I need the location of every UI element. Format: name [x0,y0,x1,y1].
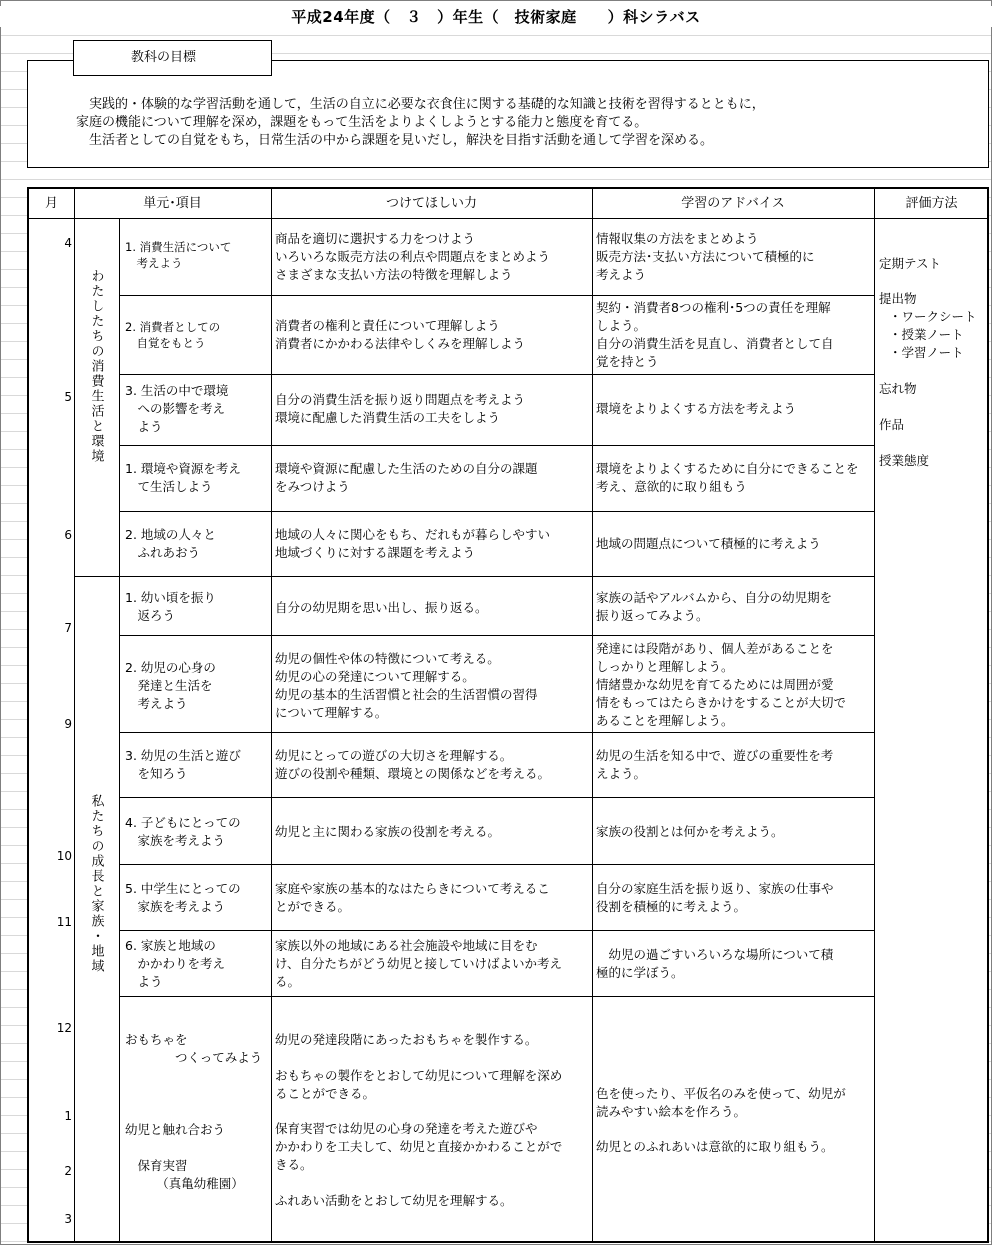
header-unit: 単元･項目 [143,196,202,211]
item-advice: 幼児の生活を知る中で、遊びの重要性を考 えよう。 [596,748,834,781]
row-divider [119,930,874,931]
month-label: 5 [64,390,72,404]
eval-attitude: 授業態度 [879,453,930,468]
item-skills: おもちゃの製作をとおして幼児について理解を深め ることができる。 [275,1068,563,1101]
col-divider [271,189,272,1241]
row-divider [119,295,874,296]
month-label: 4 [64,236,72,250]
item-title: 1. 幼い頃を振り 返ろう [125,590,216,623]
item-skills: 家庭や家族の基本的なはたらきについて考えるこ とができる。 [275,881,550,914]
row-divider [119,732,874,733]
item-skills: 幼児と主に関わる家族の役割を考える。 [275,824,501,839]
eval-test: 定期テスト [879,256,942,271]
unit-name-text: 私たちの成長と家族・地域 [88,794,104,974]
syllabus-table [27,187,989,1243]
item-advice: 家族の話やアルバムから、自分の幼児期を 振り返ってみよう。 [596,590,833,623]
item-skills: 商品を適切に選択する力をつけよう いろいろな販売方法の利点や問題点をまとめよう さまざまな支払い方法の特徴を理解しよう [275,231,551,282]
month-label: 10 [56,849,72,863]
page-title: 平成24年度（ ３ ）年生（ 技術家庭 ）科シラバス [0,6,992,27]
month-label: 2 [64,1164,72,1178]
item-advice: 契約・消費者8つの権利･5つの責任を理解 しよう。 自分の消費生活を見直し、消費者として自 覚を持とう [596,300,834,369]
item-title: 1. 環境や資源を考え て生活しよう [125,461,241,494]
item-title: 1. 消費生活について 考えよう [125,240,232,270]
item-title: 5. 中学生にとっての 家族を考えよう [125,881,241,914]
item-title: 2. 幼児の心身の 発達と生活を 考えよう [125,660,216,711]
goal-tab: 教科の目標 [73,40,272,76]
month-label: 3 [64,1212,72,1226]
item-skills: ふれあい活動をとおして幼児を理解する。 [275,1193,513,1208]
header-divider [29,218,989,219]
row-divider [119,996,874,997]
item-advice: 発達には段階があり、個人差があることを しっかりと理解しよう。 情緒豊かな幼児を育てるためには周囲が愛 情をもってはたらきかけをすることが大切で あることを理解しよう。 [596,641,847,728]
month-label: 1 [64,1109,72,1123]
row-divider [119,797,874,798]
eval-sub-item: ・授業ノート [889,327,964,342]
row-divider [119,374,874,375]
goal-text: 実践的・体験的な学習活動を通して，生活の自立に必要な衣食住に関する基礎的な知識と技術を習得するとともに， 家庭の機能について理解を深め，課題をもって生活をよりよくしようとする能力と態度を育てる。 生活者としての自覚をもち，日常生活の中から課題を見いだし，解決を目指す活動を通して学習を深める。 [76,96,976,150]
item-advice: 情報収集の方法をまとめよう 販売方法･支払い方法について積極的に 考えよう [596,231,815,282]
header-advice: 学習のアドバイス [681,196,785,211]
item-skills: 幼児の個性や体の特徴について考える。 幼児の心の発達について理解する。 幼児の基本的生活習慣と社会的生活習慣の習得 について理解する。 [275,651,538,720]
item-skills: 消費者の権利と責任について理解しよう 消費者にかかわる法律やしくみを理解しよう [275,318,526,351]
item-advice: 自分の家庭生活を振り返り、家族の仕事や 役割を積極的に考えよう。 [596,881,834,914]
eval-forgotten: 忘れ物 [879,381,917,396]
item-title: おもちゃを つくってみよう [125,1032,263,1065]
eval-sub-item: ・学習ノート [889,345,964,360]
item-skills: 幼児にとっての遊びの大切さを理解する。 遊びの役割や種類、環境との関係などを考える。 [275,748,551,781]
header-month: 月 [44,196,58,211]
item-skills: 環境や資源に配慮した生活のための自分の課題 をみつけよう [275,461,538,494]
item-advice: 環境をよりよくする方法を考えよう [596,401,797,416]
item-advice: 家族の役割とは何かを考えよう。 [596,824,784,839]
item-skills: 幼児の発達段階にあったおもちゃを製作する。 [275,1032,538,1047]
month-label: 6 [64,528,72,542]
col-divider [874,189,875,1241]
row-divider [119,511,874,512]
unit-divider [74,576,874,577]
eval-submissions: 提出物 [879,291,917,306]
item-skills: 自分の幼児期を思い出し、振り返る。 [275,600,488,615]
item-advice: 色を使ったり、平仮名のみを使って、幼児が 読みやすい絵本を作ろう。 [596,1086,846,1119]
eval-sub-item: ・ワークシート [889,309,977,324]
unit-name-1 [85,269,107,471]
item-title: 2. 消費者としての 自覚をもとう [125,320,221,350]
row-divider [119,635,874,636]
col-divider [119,218,120,1241]
item-title: 3. 幼児の生活と遊び を知ろう [125,748,241,781]
header-evaluation: 評価方法 [905,196,958,211]
row-divider [119,864,874,865]
unit-name-text: わたしたちの消費生活と環境 [88,269,104,464]
item-title: 幼児と触れ合おう [125,1122,226,1137]
item-advice: 幼児の過ごすいろいろな場所について積 極的に学ぼう。 [596,947,834,980]
eval-works: 作品 [879,417,905,432]
item-title: 保育実習 （真亀幼稚園） [137,1158,244,1191]
item-skills: 地域の人々に関心をもち、だれもが暮らしやすい 地域づくりに対する課題を考えよう [275,527,551,560]
item-skills: 保育実習では幼児の心身の発達を考えた遊びや かかわりを工夫して、幼児と直接かかわることがで きる。 [275,1121,563,1172]
item-advice: 地域の問題点について積極的に考えよう [596,536,821,551]
month-label: 7 [64,621,72,635]
unit-name-2 [85,794,107,981]
item-title: 3. 生活の中で環境 への影響を考え よう [125,383,229,434]
item-skills: 家族以外の地域にある社会施設や地域に目をむ け、自分たちがどう幼児と接していけばよいか考え る。 [275,938,563,989]
month-label: 12 [56,1021,72,1035]
item-title: 6. 家族と地域の かかわりを考え よう [125,938,226,989]
header-skills: つけてほしい力 [385,196,477,211]
row-divider [119,445,874,446]
month-label: 11 [56,915,72,929]
item-advice: 環境をよりよくするために自分にできることを 考え、意欲的に取り組もう [596,461,859,494]
col-divider [592,189,593,1241]
month-label: 9 [64,717,72,731]
col-divider [74,189,75,1241]
item-title: 4. 子どもにとっての 家族を考えよう [125,815,241,848]
item-title: 2. 地域の人々と ふれあおう [125,527,216,560]
item-advice: 幼児とのふれあいは意欲的に取り組もう。 [596,1139,834,1154]
item-skills: 自分の消費生活を振り返り問題点を考えよう 環境に配慮した消費生活の工夫をしよう [275,392,526,425]
